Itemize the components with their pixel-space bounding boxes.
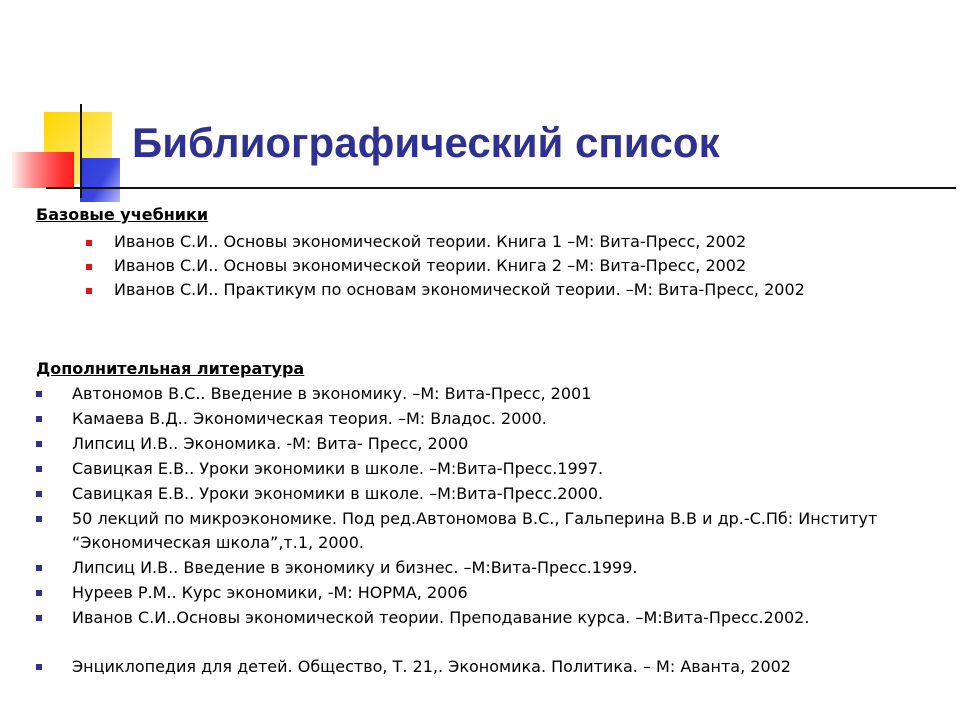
list-item-text: Нуреев Р.М.. Курс экономики, -М: НОРМА, 2006 — [72, 583, 468, 602]
list-item-text: Иванов С.И.. Основы экономической теории. Книга 1 –М: Вита-Пресс, 2002 — [114, 232, 747, 251]
title-underline-rule — [46, 187, 956, 189]
list-item-text: 50 лекций по микроэкономике. Под ред.Автономова В.С., Гальперина В.В и др.-С.Пб: Институт “Экономическая школа”,т.1, 2000. — [72, 509, 878, 552]
square-bullet-icon — [36, 565, 42, 571]
section-heading-additional: Дополнительная литература — [36, 359, 305, 378]
square-bullet-icon — [36, 664, 42, 670]
square-bullet-icon — [36, 441, 42, 447]
square-bullet-icon — [36, 516, 42, 522]
list-item-text: Савицкая Е.В.. Уроки экономики в школе. –М:Вита-Пресс.1997. — [72, 459, 604, 478]
list-item-text: Иванов С.И.. Основы экономической теории. Книга 2 –М: Вита-Пресс, 2002 — [114, 256, 747, 275]
square-bullet-icon — [36, 391, 42, 397]
square-bullet-icon — [86, 264, 92, 270]
decor-red-bar — [12, 152, 74, 188]
list-item-text: Липсиц И.В.. Экономика. -М: Вита- Пресс, 2000 — [72, 434, 469, 453]
slide-title: Библиографический список — [132, 119, 720, 166]
list-item — [86, 230, 805, 254]
additional-literature-list — [36, 382, 932, 680]
list-item — [36, 432, 932, 457]
list-item — [36, 457, 932, 482]
list-item-text: Автономов В.С.. Введение в экономику. –М: Вита-Пресс, 2001 — [72, 384, 592, 403]
list-item — [36, 507, 932, 555]
list-item-text: Иванов С.И.. Практикум по основам экономической теории. –М: Вита-Пресс, 2002 — [114, 280, 805, 299]
square-bullet-icon — [36, 416, 42, 422]
section-heading-basic: Базовые учебники — [36, 205, 209, 224]
list-item — [86, 254, 805, 278]
list-item-text: Камаева В.Д.. Экономическая теория. –М: Владос. 2000. — [72, 409, 547, 428]
list-item — [86, 278, 805, 302]
square-bullet-icon — [86, 288, 92, 294]
decor-vertical-line — [80, 104, 82, 198]
list-item — [36, 556, 932, 581]
square-bullet-icon — [36, 615, 42, 621]
list-item — [36, 655, 932, 680]
list-item — [36, 382, 932, 407]
list-item — [36, 581, 932, 606]
square-bullet-icon — [36, 491, 42, 497]
decor-blue-square — [80, 158, 120, 202]
list-item — [36, 407, 932, 432]
basic-textbooks-list — [86, 230, 805, 302]
list-item — [36, 606, 932, 654]
square-bullet-icon — [36, 590, 42, 596]
list-item-text: Савицкая Е.В.. Уроки экономики в школе. –М:Вита-Пресс.2000. — [72, 484, 604, 503]
list-item-text: Липсиц И.В.. Введение в экономику и бизнес. –М:Вита-Пресс.1999. — [72, 558, 638, 577]
list-item-text: Иванов С.И..Основы экономической теории. Преподавание курса. –М:Вита-Пресс.2002. — [72, 608, 810, 627]
list-item-text: Энциклопедия для детей. Общество, Т. 21,. Экономика. Политика. – М: Аванта, 2002 — [72, 657, 791, 676]
square-bullet-icon — [36, 466, 42, 472]
list-item — [36, 482, 932, 507]
square-bullet-icon — [86, 240, 92, 246]
